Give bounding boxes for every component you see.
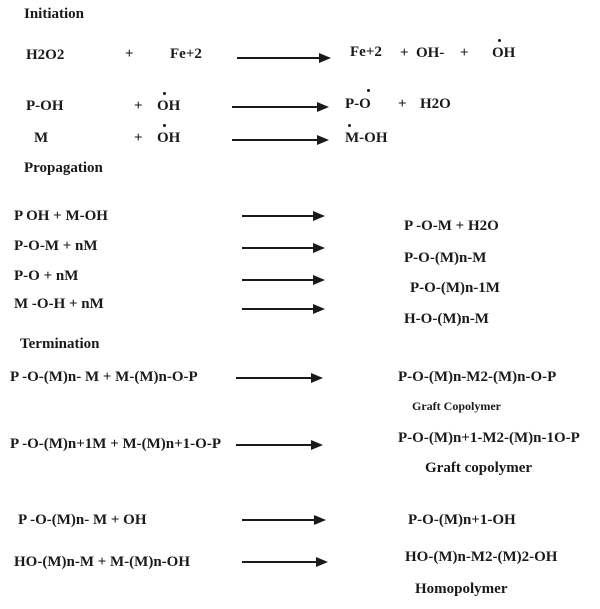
term-r1-label: Graft Copolymer <box>412 399 501 413</box>
prop-r3-lhs: P-O + nM <box>14 268 79 284</box>
prop-r4-rhs: H-O-(M)n-M <box>404 311 489 327</box>
init-r1-plus-3: + <box>460 45 469 61</box>
init-r2-arrow <box>232 106 318 108</box>
radical-dot <box>163 124 166 127</box>
prop-r2-rhs: P-O-(M)n-M <box>404 250 487 266</box>
term-r2-rhs: P-O-(M)n+1-M2-(M)n-1O-P <box>398 430 580 446</box>
radical-dot <box>367 89 370 92</box>
radical-dot <box>348 124 351 127</box>
term-r1-lhs: P -O-(M)n- M + M-(M)n-O-P <box>10 369 198 385</box>
prop-r3-arrow <box>242 279 314 281</box>
term-r3-rhs: P-O-(M)n+1-OH <box>408 512 516 528</box>
init-r2-reactant-1: P-OH <box>26 98 64 114</box>
init-r3-plus: + <box>134 130 143 146</box>
init-r1-reactant-1: H2O2 <box>26 47 65 63</box>
init-r3-reactant-1: M <box>34 130 49 146</box>
init-r3-arrow <box>232 139 318 141</box>
term-r4-label: Homopolymer <box>415 581 508 597</box>
prop-r1-arrow <box>242 215 314 217</box>
init-r1-plus: + <box>125 46 134 62</box>
term-r2-lhs: P -O-(M)n+1M + M-(M)n+1-O-P <box>10 436 221 452</box>
init-r3-product: M-OH <box>345 130 388 146</box>
init-r1-reactant-2: Fe+2 <box>170 46 202 62</box>
term-r3-lhs: P -O-(M)n- M + OH <box>18 512 147 528</box>
init-r1-product-1: Fe+2 <box>350 44 382 60</box>
prop-r3-rhs: P-O-(M)n-1M <box>410 280 500 296</box>
term-r4-arrow <box>242 561 317 563</box>
heading-initiation: Initiation <box>24 6 85 22</box>
init-r1-arrow <box>237 57 320 59</box>
init-r1-product-2: OH- <box>416 45 445 61</box>
term-r1-arrow <box>236 377 312 379</box>
heading-termination: Termination <box>20 336 100 352</box>
prop-r2-lhs: P-O-M + nM <box>14 238 98 254</box>
term-r2-label: Graft copolymer <box>425 460 533 476</box>
init-r2-plus-2: + <box>398 96 407 112</box>
init-r1-plus-2: + <box>400 45 409 61</box>
term-r4-lhs: HO-(M)n-M + M-(M)n-OH <box>14 554 190 570</box>
prop-r4-arrow <box>242 308 314 310</box>
prop-r2-arrow <box>242 247 314 249</box>
term-r2-arrow <box>236 444 312 446</box>
init-r2-product-1: P-O <box>345 96 371 112</box>
prop-r4-lhs: M -O-H + nM <box>14 296 104 312</box>
radical-dot <box>498 39 501 42</box>
term-r3-arrow <box>242 519 315 521</box>
init-r2-plus: + <box>134 98 143 114</box>
heading-propagation: Propagation <box>24 160 103 176</box>
init-r3-reactant-2: OH <box>157 130 181 146</box>
init-r2-reactant-2: OH <box>157 98 181 114</box>
term-r1-rhs: P-O-(M)n-M2-(M)n-O-P <box>398 369 557 385</box>
prop-r1-rhs: P -O-M + H2O <box>404 218 499 234</box>
init-r2-product-2: H2O <box>420 96 451 112</box>
term-r4-rhs: HO-(M)n-M2-(M)2-OH <box>405 549 558 565</box>
radical-dot <box>163 92 166 95</box>
init-r1-product-3: OH <box>492 45 516 61</box>
prop-r1-lhs: P OH + M-OH <box>14 208 108 224</box>
